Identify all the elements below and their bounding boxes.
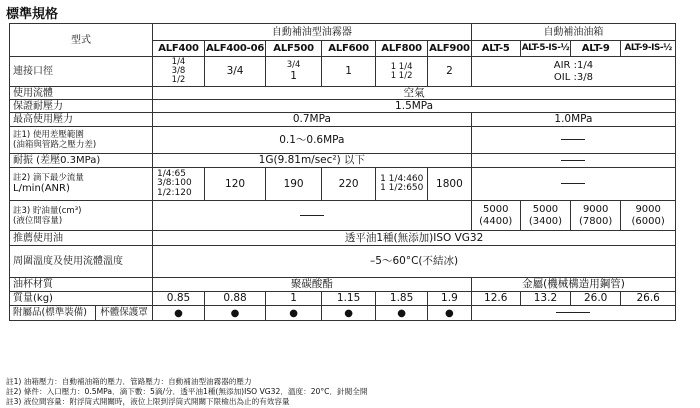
model-label: 型式 bbox=[10, 24, 153, 57]
model-alt9: ALT-9 bbox=[571, 41, 621, 57]
min-flow-alf800 bbox=[376, 168, 428, 201]
storage-label-1: 註3) 貯油量(cm³) bbox=[13, 205, 82, 216]
accessory-alf500: ● bbox=[266, 306, 322, 321]
storage-label-2: (液位間容量) bbox=[13, 215, 63, 226]
storage-alt9-2: (7800) bbox=[579, 215, 613, 227]
storage-alf bbox=[153, 201, 472, 231]
model-alf400: ALF400 bbox=[153, 41, 205, 57]
model-alf800: ALF800 bbox=[376, 41, 428, 57]
diff-pressure-alf: 0.1～0.6MPa bbox=[153, 127, 472, 154]
page-title: 標準規格 bbox=[6, 7, 59, 22]
max-pressure-label: 最高使用壓力 bbox=[10, 113, 153, 127]
mass-alf400: 0.85 bbox=[153, 292, 205, 306]
oil-label: 推薦使用油 bbox=[10, 231, 153, 246]
mass-alt9: 26.0 bbox=[571, 292, 621, 306]
bowl-alt: 金屬(機械構造用鋼管) bbox=[471, 278, 675, 292]
row-mass bbox=[10, 292, 676, 306]
accessory-alf800: ● bbox=[376, 306, 428, 321]
dash-mark bbox=[561, 139, 585, 140]
fluid-label: 使用流體 bbox=[10, 87, 153, 100]
proof-value: 1.5MPa bbox=[153, 100, 676, 113]
temp-label: 周圍溫度及使用流體溫度 bbox=[10, 246, 153, 278]
min-flow-label-1: 註2) 滴下最少流量 bbox=[13, 173, 84, 183]
footnote-2: 註2) 條件：入口壓力：0.5MPa．滴下數：5滴/分．透平油1種(無添加)ISO VG32．溫度：20°C．針閥全開 bbox=[6, 387, 368, 396]
storage-alt5 bbox=[471, 201, 520, 231]
accessory-alf400: ● bbox=[153, 306, 205, 321]
min-flow-alf400-3: 1/2:120 bbox=[157, 187, 192, 198]
model-alf600: ALF600 bbox=[322, 41, 376, 57]
port-alf900: 2 bbox=[428, 57, 472, 87]
row-accessory bbox=[10, 306, 676, 321]
min-flow-alf800-2: 1 1/2:650 bbox=[380, 183, 424, 193]
port-alf600: 1 bbox=[322, 57, 376, 87]
vibration-alt bbox=[471, 154, 675, 168]
min-flow-alf900: 1800 bbox=[428, 168, 472, 201]
fluid-value: 空氣 bbox=[153, 87, 676, 100]
port-alf500-2: 1 bbox=[290, 70, 297, 82]
storage-alt9is-1: 9000 bbox=[635, 203, 661, 215]
storage-alt5is-2: (3400) bbox=[528, 215, 563, 227]
model-alt5: ALT-5 bbox=[471, 41, 520, 57]
diff-pressure-label bbox=[10, 127, 153, 154]
min-flow-alf400 bbox=[153, 168, 205, 201]
diff-pressure-label-2: (油箱與管路之壓力差) bbox=[13, 140, 97, 150]
max-pressure-alt: 1.0MPa bbox=[471, 113, 675, 127]
min-flow-alf500: 190 bbox=[266, 168, 322, 201]
storage-alt9is-2: (6000) bbox=[631, 215, 665, 227]
mass-alt5: 12.6 bbox=[471, 292, 520, 306]
diff-pressure-label-1: 註1) 使用差壓範圍 bbox=[13, 130, 84, 140]
model-alt9-is: ALT-9-IS-½ bbox=[621, 41, 676, 57]
accessory-alf900: ● bbox=[428, 306, 472, 321]
dash-mark bbox=[561, 183, 585, 184]
port-alf400-3: 1/2 bbox=[171, 75, 186, 85]
min-flow-alf400-2: 3/8:100 bbox=[157, 178, 192, 189]
storage-alt9-1: 9000 bbox=[582, 203, 609, 215]
mass-alt5is: 13.2 bbox=[520, 292, 570, 306]
min-flow-alt bbox=[471, 168, 675, 201]
dash-mark bbox=[556, 312, 590, 313]
storage-alt9 bbox=[571, 201, 621, 231]
accessory-alt bbox=[471, 306, 675, 321]
model-alf400-06: ALF400-06 bbox=[205, 41, 266, 57]
port-alf400 bbox=[153, 57, 205, 87]
model-alf900: ALF900 bbox=[428, 41, 472, 57]
row-temp bbox=[10, 246, 676, 278]
mass-alf900: 1.9 bbox=[428, 292, 472, 306]
mass-alf500: 1 bbox=[266, 292, 322, 306]
spec-table bbox=[9, 23, 676, 321]
port-alf500 bbox=[266, 57, 322, 87]
model-alf500: ALF500 bbox=[266, 41, 322, 57]
group-lubricator: 自動補油型油霧器 bbox=[153, 24, 472, 41]
storage-alt5-2: (4400) bbox=[479, 215, 513, 227]
bowl-alf: 聚碳酸酯 bbox=[153, 278, 472, 292]
accessory-label-a: 附屬品(標準裝備) bbox=[10, 306, 96, 320]
port-label: 連接口徑 bbox=[10, 57, 153, 87]
row-port bbox=[10, 57, 676, 87]
port-alf500-1: 3/4 bbox=[286, 60, 301, 70]
storage-alt5is bbox=[520, 201, 570, 231]
min-flow-alf600: 220 bbox=[322, 168, 376, 201]
min-flow-label bbox=[10, 168, 153, 201]
accessory-alf400-06: ● bbox=[205, 306, 266, 321]
bowl-label: 油杯材質 bbox=[10, 278, 153, 292]
row-oil bbox=[10, 231, 676, 246]
min-flow-label-2: L/min(ANR) bbox=[13, 183, 70, 194]
mass-alf800: 1.85 bbox=[376, 292, 428, 306]
port-alf800-2: 1 1/2 bbox=[390, 70, 413, 81]
row-min-flow bbox=[10, 168, 676, 201]
mass-alf400-06: 0.88 bbox=[205, 292, 266, 306]
dash-mark bbox=[561, 160, 585, 161]
row-vibration bbox=[10, 154, 676, 168]
port-alt-air: AIR :1/4 bbox=[553, 59, 594, 71]
row-max-pressure bbox=[10, 113, 676, 127]
port-alf400-2: 3/8 bbox=[171, 66, 186, 76]
storage-alt5-1: 5000 bbox=[482, 203, 509, 215]
row-storage bbox=[10, 201, 676, 231]
temp-value: –5～60°C(不結冰) bbox=[153, 246, 676, 278]
mass-alf600: 1.15 bbox=[322, 292, 376, 306]
storage-alt9is bbox=[621, 201, 676, 231]
footnotes bbox=[6, 377, 367, 407]
group-tank: 自動補油油箱 bbox=[471, 24, 675, 41]
dash-mark bbox=[300, 215, 324, 216]
port-alt-oil: OIL :3/8 bbox=[553, 71, 593, 83]
diff-pressure-alt bbox=[471, 127, 675, 154]
header-group-row bbox=[10, 24, 676, 41]
port-alf400-06: 3/4 bbox=[205, 57, 266, 87]
vibration-alf: 1G(9.81m/sec²) 以下 bbox=[153, 154, 472, 168]
storage-label bbox=[10, 201, 153, 231]
mass-alt9is: 26.6 bbox=[621, 292, 676, 306]
model-alt5-is: ALT-5-IS-½ bbox=[520, 41, 570, 57]
max-pressure-alf: 0.7MPa bbox=[153, 113, 472, 127]
min-flow-alf800-1: 1 1/4:460 bbox=[380, 173, 424, 184]
port-alt bbox=[471, 57, 675, 87]
accessory-alf600: ● bbox=[322, 306, 376, 321]
min-flow-alf400-06: 120 bbox=[205, 168, 266, 201]
vibration-label: 耐振 (差壓0.3MPa) bbox=[10, 154, 153, 168]
accessory-label bbox=[10, 306, 153, 321]
footnote-3: 註3) 液位間容量：附浮筒式開關時，液位上限到浮筒式開關下限檢出為止的有效容量 bbox=[6, 397, 290, 406]
row-diff-pressure bbox=[10, 127, 676, 154]
mass-label: 質量(kg) bbox=[10, 292, 153, 306]
row-proof bbox=[10, 100, 676, 113]
proof-label: 保證耐壓力 bbox=[10, 100, 153, 113]
port-alf800-1: 1 1/4 bbox=[390, 61, 413, 72]
row-bowl bbox=[10, 278, 676, 292]
oil-value: 透平油1種(無添加)ISO VG32 bbox=[153, 231, 676, 246]
storage-alt5is-1: 5000 bbox=[532, 203, 559, 215]
footnote-1: 註1) 油箱壓力：自動補油箱的壓力．管路壓力：自動補油型油霧器的壓力 bbox=[6, 377, 252, 386]
accessory-label-b: 杯體保護罩 bbox=[100, 307, 148, 318]
port-alf400-1: 1/4 bbox=[171, 57, 186, 67]
min-flow-alf400-1: 1/4:65 bbox=[157, 168, 186, 179]
port-alf800 bbox=[376, 57, 428, 87]
row-fluid bbox=[10, 87, 676, 100]
